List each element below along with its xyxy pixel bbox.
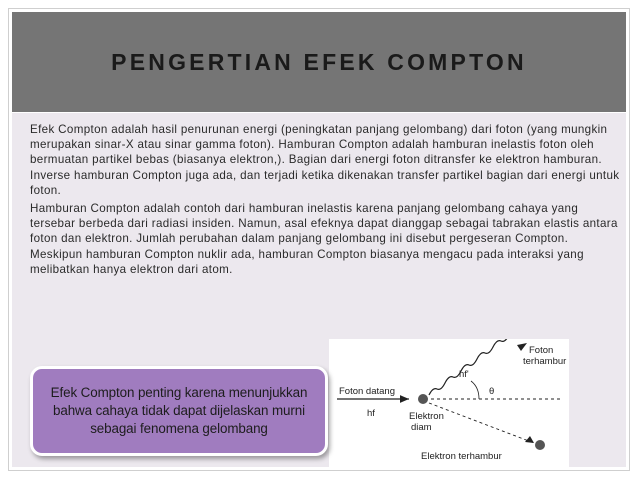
scattered-electron-arrowhead: [525, 436, 534, 443]
theta-arc: [471, 381, 479, 399]
label-hf-prime: hf': [459, 369, 469, 380]
label-foton-datang: Foton datang: [339, 386, 395, 397]
compton-diagram: [329, 339, 569, 467]
label-elektron-terhambur: Elektron terhambur: [421, 451, 502, 462]
callout-box: [30, 366, 328, 456]
label-elektron: Elektron: [409, 411, 444, 422]
title-bar: [12, 12, 626, 112]
label-diam: diam: [411, 422, 432, 433]
scattered-electron-path: [429, 403, 534, 443]
electron-rest-dot: [418, 394, 428, 404]
paragraph-2: Hamburan Compton adalah contoh dari hamburan inelastis karena panjang gelombang cahaya yang tersebar berbeda dari radiasi insiden. Namun, asal efeknya dapat dianggap sebagai tabrakan elastis antara foton dan elektron. Jumlah perubahan dalam panjang gelombang ini disebut pergeseran Compton. Meskipun hamburan Compton nuklir ada, hamburan Compton biasanya mengacu pada interaksi yang melibatkan hanya elektron dari atom.: [30, 202, 618, 276]
label-theta: θ: [489, 386, 495, 397]
scattered-photon-wave: [429, 339, 517, 395]
label-terhambur: terhambur: [523, 356, 567, 367]
body-text: [30, 122, 620, 280]
paragraph-1: Efek Compton adalah hasil penurunan energi (peningkatan panjang gelombang) dari foton (yang mungkin merupakan sinar-X atau sinar gamma foton). Hamburan Compton adalah hamburan inelastis foton oleh bermuatan partikel bebas (biasanya elektron,). Bagian dari energi foton ditransfer ke elektron hamburan. Inverse hamburan Compton juga ada, dan terjadi ketika dikenakan transfer partikel bagian dari energi untuk foton.: [30, 123, 620, 197]
label-hf: hf: [367, 408, 375, 419]
label-foton: Foton: [529, 345, 554, 356]
electron-scattered-dot: [535, 440, 545, 450]
scattered-photon-arrowhead: [517, 343, 527, 351]
callout-text: Efek Compton penting karena menunjukkan bahwa cahaya tidak dapat dijelaskan murni sebagai fenomena gelombang: [50, 385, 308, 436]
compton-diagram-svg: [329, 339, 569, 467]
slide-title: PENGERTIAN EFEK COMPTON: [111, 48, 527, 75]
